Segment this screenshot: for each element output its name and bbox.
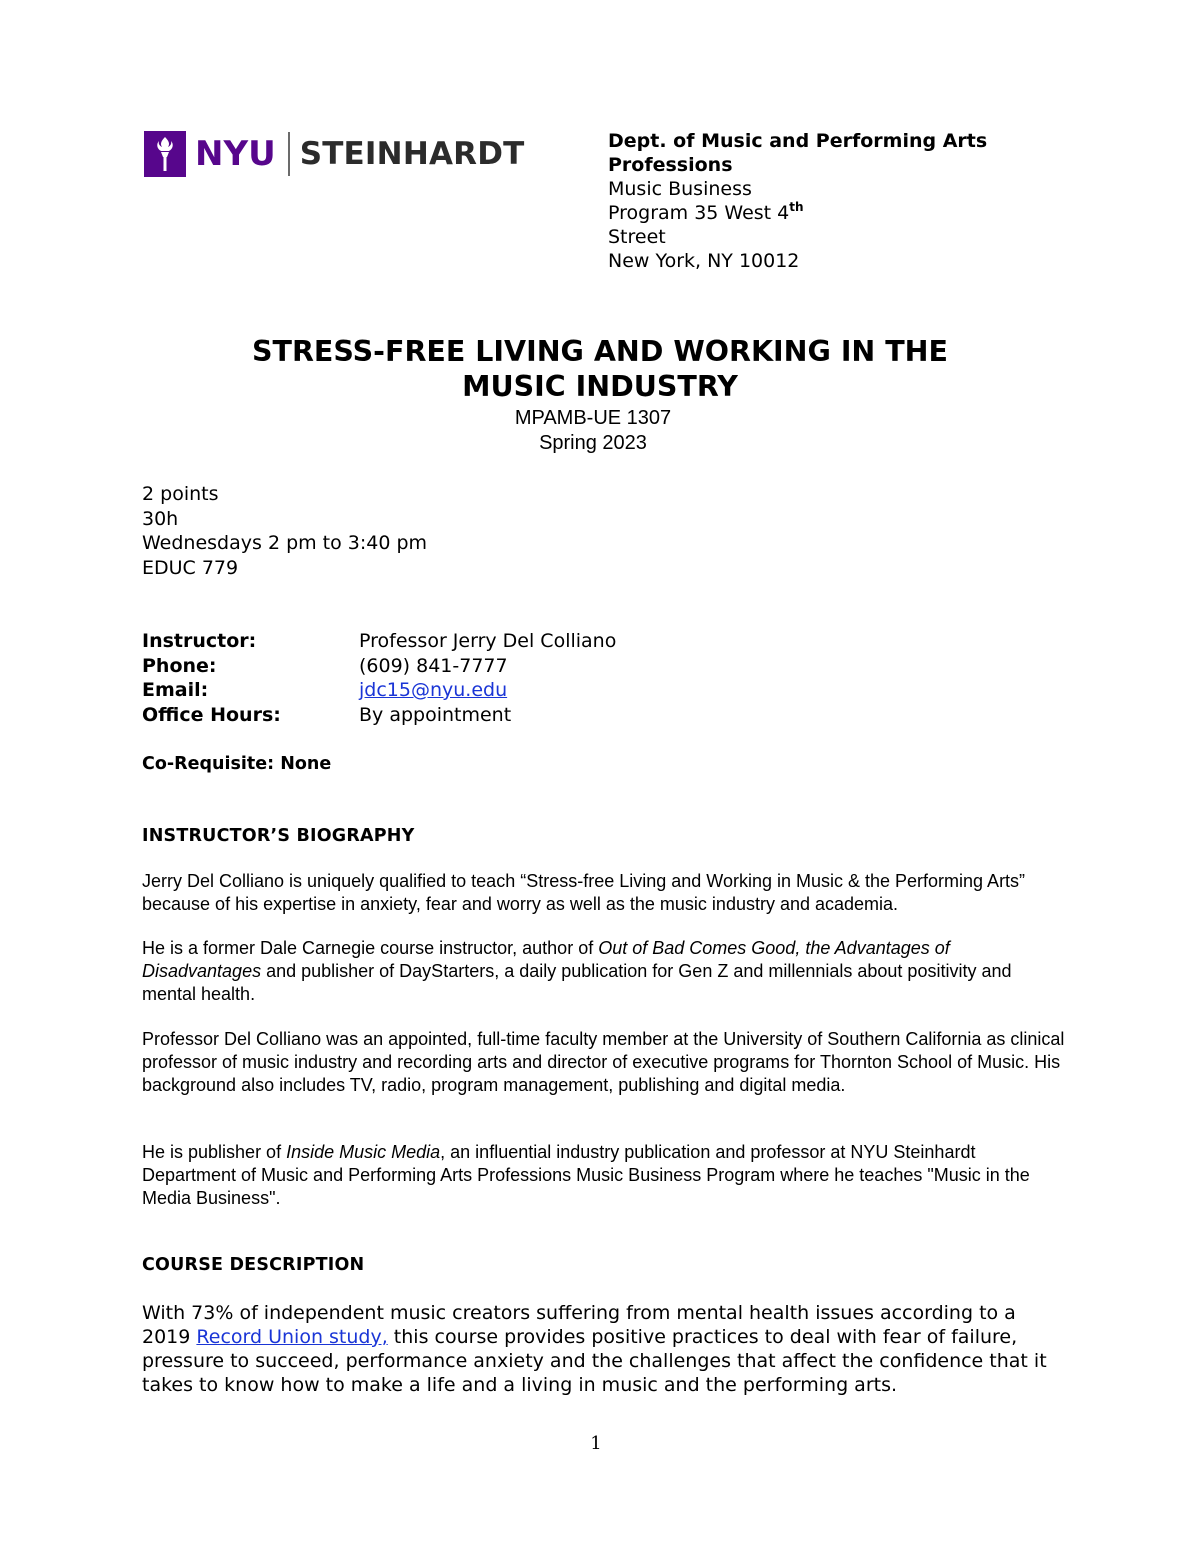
bio-paragraph-3: Professor Del Colliano was an appointed, full-time faculty member at the University of Southern California as clinical professor of music industry and recording arts and director of executive programs for Thornton School of Music. His background also includes TV, radio, program management, publishing and digital media.: [142, 1029, 1065, 1095]
bio-p2-text-a: He is a former Dale Carnegie course instructor, author of: [142, 938, 599, 958]
course-title-line-1: STRESS-FREE LIVING AND WORKING IN THE: [252, 335, 948, 368]
course-info: [142, 482, 427, 580]
contact-row-instructor: [142, 629, 616, 654]
contact-row-email: [142, 678, 616, 703]
course-subtitle: [150, 406, 1036, 456]
phone-label: Phone:: [142, 654, 217, 677]
book-title: Out of Bad Comes Good, the Advantages of Disadvantages: [142, 938, 950, 981]
course-hours: 30h: [142, 507, 179, 530]
course-points: 2 points: [142, 483, 219, 505]
department-address: [608, 129, 1028, 273]
page-number: 1: [590, 1433, 602, 1454]
torch-icon: [144, 131, 186, 177]
course-room: EDUC 779: [142, 556, 239, 579]
co-requisite: Co-Requisite: None: [142, 754, 332, 774]
address-line-3: Street: [608, 226, 666, 248]
contact-row-phone: [142, 654, 616, 679]
course-term: Spring 2023: [539, 432, 647, 454]
description-text-b: this course provides positive practices to deal with fear of failure, pressure to succeed, performance anxiety and the challenges that affect the confidence that it takes to know how to make a life and a living in music and the performing arts.: [142, 1326, 1047, 1396]
instructor-label: Instructor:: [142, 630, 257, 652]
course-code: MPAMB-UE 1307: [514, 407, 672, 429]
logo-divider: [288, 132, 290, 176]
office-hours-value: By appointment: [359, 703, 512, 726]
bio-p4-text-b: , an influential industry publication and professor at NYU Steinhardt Department of Music and Performing Arts Professions Music Business Program where he teaches "Music in the Media Business".: [142, 1142, 1030, 1208]
contact-row-office-hours: [142, 703, 616, 728]
logo-nyu-text: NYU: [195, 134, 276, 174]
nyu-steinhardt-logo: [144, 131, 525, 177]
email-label: Email:: [142, 679, 209, 701]
bio-paragraph-2: [142, 937, 1067, 1006]
contact-table: [142, 629, 616, 727]
publication-title: Inside Music Media: [286, 1142, 441, 1162]
department-name: Dept. of Music and Performing Arts Professions: [608, 130, 988, 176]
address-line-2-text: Program 35 West 4: [608, 202, 790, 224]
address-line-1: Music Business: [608, 178, 752, 200]
course-schedule: Wednesdays 2 pm to 3:40 pm: [142, 532, 428, 554]
bio-p2-text-b: and publisher of DayStarters, a daily publication for Gen Z and millennials about positivity and mental health.: [142, 961, 1012, 1004]
description-text-a: With 73% of independent music creators suffering from mental health issues according to a 2019: [142, 1302, 1016, 1348]
address-line-4: New York, NY 10012: [608, 250, 800, 272]
phone-value: (609) 841-7777: [359, 654, 508, 677]
bio-heading: INSTRUCTOR’S BIOGRAPHY: [142, 826, 415, 846]
office-hours-label: Office Hours:: [142, 703, 281, 726]
logo-steinhardt-text: STEINHARDT: [299, 136, 525, 172]
description-heading: COURSE DESCRIPTION: [142, 1255, 365, 1275]
bio-paragraph-1: Jerry Del Colliano is uniquely qualified to teach “Stress-free Living and Working in Music & the Performing Arts” because of his expertise in anxiety, fear and worry as well as the music industry and academia.: [142, 871, 1026, 914]
address-line-2: [608, 201, 1028, 225]
bio-paragraph-4: [142, 1141, 1067, 1210]
address-line-2-sup: th: [789, 200, 804, 214]
bio-p4-text-a: He is publisher of: [142, 1142, 287, 1162]
email-link[interactable]: jdc15@nyu.edu: [359, 679, 508, 701]
course-title: [150, 334, 1050, 404]
instructor-value: Professor Jerry Del Colliano: [359, 630, 617, 652]
course-description-paragraph: [142, 1301, 1062, 1397]
course-title-line-2: MUSIC INDUSTRY: [462, 370, 738, 403]
record-union-study-link[interactable]: Record Union study,: [196, 1326, 388, 1348]
